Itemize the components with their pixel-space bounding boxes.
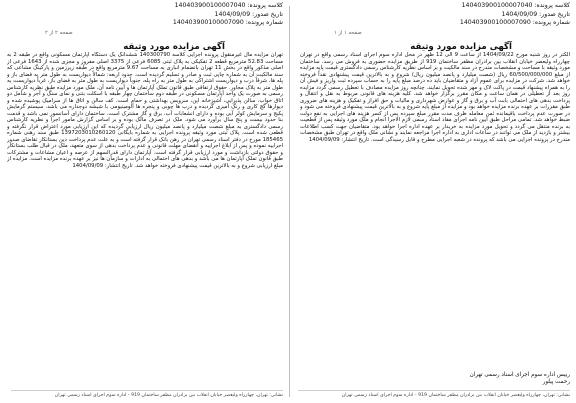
signature-block bbox=[470, 372, 570, 386]
notice-body: تهران مزایده مال غیرمنقول پرونده اجرایی کلاسه 140300790 ششدانگ یک دستگاه آپارتمان مسکونی واقع در طبقه 2 به مساحت 52.83 مترمربع قطعه 2 تفکیکی به پلاک ثبتی 6085 فرعی از 3375 اصلی مفروز و مجزی شده از 1643 فرعی از اصلی مذکور واقع در بخش 11 تهران بانضمام انباری به مساحت 9.67 مترمربع واقع در طبقه زیرزمین و پارکینگ مشاعی که سند مالکیت آن به شماره چاپی ثبت و صادر و تسلیم گردیده است. حدود اربعه: شمالاً دیواریست به طول متر به فضای باز و پله ها، شرقاً درب و دیواریست اشتراکی به طول متر به راه پله، جنوباً دیواریست به طول متر به فضای باز، غرباً دیواریست به طول متر به پلاک مجاور. حقوق ارتفاقی طبق قانون تملک آپارتمان ها و آیین نامه آن. ملک مورد مزایده طبق نظریه کارشناس رسمی به صورت یک واحد آپارتمان مسکونی در طبقه دوم ساختمان چهار طبقه با اسکلت بتنی و نمای سنگ و آجر و شامل دو اتاق خواب، سالن پذیرایی، آشپزخانه اپن، سرویس بهداشتی و حمام است. کف سالن و اتاق ها از سرامیک پوشیده شده و دیوارها گچ کاری و رنگ آمیزی گردیده و درب ها چوبی و پنجره ها آلومینیومی با شیشه دوجداره می باشد. سیستم گرمایش پکیج و سرمایش کولر آبی بوده و دارای انشعابات آب، برق و گاز مشترک است. ساختمان دارای آسانسور نمی باشد و قدمت بنا حدود بیست و پنج سال برآورد می شود. ملک در تصرف مالک بوده و بر اساس گزارش مامور اجرا و نظریه کارشناس رسمی دادگستری به مبلغ شصت میلیارد و پانصد میلیون ریال ارزیابی گردیده که این ارزیابی مورد اعتراض قرار نگرفته و قطعی شده است. پلاک ثبتی مورد وثیقه پرونده اجرایی به شماره بایگانی 1397203010260120 طبق سند رهنی شماره 185465 مورخ در دفتر اسناد رسمی تهران در رهن بانک قرار گرفته است و به علت عدم پرداخت دین بستانکار تقاضای صدور اجراییه نموده و پس از ابلاغ اجراییه و انقضای مهلت قانونی و عدم پرداخت بدهی از سوی متعهد، ملک در قبال طلب بستانکار و حقوق دولتی بازداشت و مورد ارزیابی قرار گرفته است. آپارتمان دارای قدرالسهم از عرصه و اعیان مشاعات و مشترکات طبق قانون تملک آپارتمان ها می باشد و بدهی های احتمالی به ادارات و سازمان ها نیز بر عهده برنده مزایده است. مزایده از مبلغ ارزیابی شروع و به بالاترین قیمت پیشنهادی فروخته خواهد شد. تاریخ انتشار: 1404/09/09 bbox=[7, 52, 283, 169]
case-metadata bbox=[153, 2, 283, 28]
issue-date: تاریخ صدور: 1404/09/09 bbox=[214, 10, 283, 18]
column-divider bbox=[289, 6, 290, 397]
case-file-number: کلاسه پرونده: 140403900100007040 bbox=[174, 2, 283, 9]
signature-title: رییس اداره سوم اجرای اسناد رسمی تهران bbox=[469, 372, 570, 378]
right-notice-column bbox=[292, 0, 574, 403]
notice-body: الکتر در روز شنبه مورخ 1404/09/22 از ساعت 9 الی 12 ظهر در محل اداره سوم اجرای اسناد رسمی واقع در تهران چهارراه ولیعصر خیابان انقلاب بین برادران مظفر ساختمان 919 از طریق مزایده حضوری به فروش می رسد. ساختمان مورد وثیقه با مساحت و مشخصات مندرج در سند مالکیت و بر اساس نظریه کارشناس رسمی دادگستری قیمت پایه مزایده از مبلغ 60/500/000/000 ریال (شصت میلیارد و پانصد میلیون ریال) شروع و به بالاترین قیمت پیشنهادی نقداً فروخته خواهد شد. شرکت در مزایده برای عموم آزاد و متقاضیان باید ده درصد مبلغ پایه را به حساب سپرده ثبت واریز و فیش آن را به همراه پیشنهاد قیمت در پاکت لاک و مهر شده تحویل نمایند. چنانچه روز مزایده مصادف با تعطیل رسمی گردد مزایده روز بعد از تعطیلی در همان ساعت و مکان مقرر برگزار خواهد شد. کلیه هزینه های قانونی مربوط به نقل و انتقال و پرداخت بدهی های احتمالی بابت آب و برق و گاز و عوارض شهرداری و مالیات و حق افراز و تفکیک و هزینه های ضروری طبق مقررات بر عهده برنده مزایده خواهد بود و مزایده از مبلغ پایه شروع و به بالاترین قیمت پیشنهادی فروخته می شود و در صورت عدم پرداخت باقیمانده ثمن معامله ظرف مدت مقرر مبلغ سپرده پس از کسر هزینه های اجرایی به نفع دولت ضبط خواهد شد. تمامی مراحل طبق آیین نامه اجرای مفاد اسناد رسمی لازم الاجرا انجام و ملک مورد وثیقه پس از قطعیت به برنده منتقل می گردد و تحویل مورد مزایده به خریدار بر عهده اداره اجرا خواهد بود. متقاضیان جهت کسب اطلاعات بیشتر و بازدید از ملک می توانند در ساعات اداری به اداره اجرا مراجعه نمایند و نشانی ملک واقع در تهران طبق مشخصات مندرج در پرونده اجرایی می باشد که پرونده در شعبه اجرایی مطرح و قابل رسیدگی است. تاریخ انتشار: 1404/09/09 bbox=[300, 52, 570, 143]
file-number: شماره پرونده: 140403900100007090 bbox=[459, 19, 570, 27]
address-footer: نشانی: تهران، چهارراه ولیعصر خیابان انقلاب بین برادران مظفر ساختمان 919 - اداره سوم اجرای اسناد رسمی تهران bbox=[11, 390, 283, 399]
signature-name: رحمت پیلور bbox=[542, 379, 570, 385]
page-marker: صفحه ۲ از ۲ bbox=[45, 30, 73, 36]
notice-title: آگهی مزایده مورد وثیقه bbox=[123, 42, 225, 52]
address-footer: نشانی: تهران، چهارراه ولیعصر خیابان انقلاب بین برادران مظفر ساختمان 919 - اداره سوم اجرای اسناد رسمی تهران bbox=[298, 390, 570, 399]
case-file-number: کلاسه پرونده: 140403900100007040 bbox=[461, 2, 570, 9]
notice-title: آگهی مزایده مورد وثیقه bbox=[410, 42, 512, 52]
file-number: شماره پرونده: 140403900100007090 bbox=[172, 19, 283, 27]
case-metadata bbox=[440, 2, 570, 28]
left-notice-column bbox=[3, 0, 287, 403]
page-marker: صفحه ۱ از ۱ bbox=[334, 30, 362, 36]
issue-date: تاریخ صدور: 1404/09/09 bbox=[501, 10, 570, 18]
